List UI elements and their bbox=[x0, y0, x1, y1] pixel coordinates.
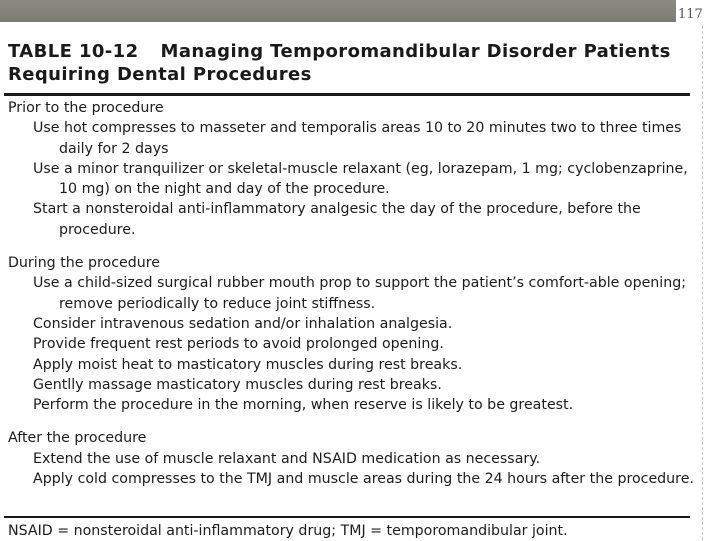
section-items bbox=[8, 273, 698, 415]
section-heading: Prior to the procedure bbox=[8, 100, 164, 116]
list-item: Consider intravenous sedation and/or inhalation analgesia. bbox=[33, 315, 453, 332]
margin-guide-line bbox=[702, 26, 703, 540]
list-item: Perform the procedure in the morning, when reserve is likely to be greatest. bbox=[33, 397, 574, 414]
section-items bbox=[8, 118, 698, 240]
section-items bbox=[8, 449, 698, 490]
table-body bbox=[8, 98, 698, 489]
list-item: Use hot compresses to masseter and temporalis areas 10 to 20 minutes two to three times daily for 2 days bbox=[33, 120, 682, 157]
table-number: TABLE 10-12 bbox=[8, 41, 139, 62]
table-title-line-1 bbox=[8, 40, 698, 63]
table-bottom-rule bbox=[4, 516, 690, 518]
section-after bbox=[8, 428, 698, 489]
list-item: Apply moist heat to masticatory muscles during rest breaks. bbox=[33, 356, 463, 373]
list-item: Use a minor tranquilizer or skeletal-muscle relaxant (eg, lorazepam, 1 mg; cyclobenzaprine, 10 mg) on the night and day of the procedure. bbox=[33, 160, 688, 198]
table-top-rule bbox=[4, 93, 690, 96]
slide-header-bar bbox=[0, 0, 720, 22]
section-heading: During the procedure bbox=[8, 255, 160, 272]
list-item: Apply cold compresses to the TMJ and muscle areas during the 24 hours after the procedure. bbox=[33, 471, 694, 488]
list-item: Provide frequent rest periods to avoid prolonged opening. bbox=[33, 336, 444, 353]
list-item: Extend the use of muscle relaxant and NSAID medication as necessary. bbox=[33, 450, 541, 467]
section-during bbox=[8, 253, 698, 415]
table-title bbox=[8, 40, 698, 86]
page-number: 117 bbox=[676, 0, 720, 22]
table-footnote: NSAID = nonsteroidal anti-inflammatory drug; TMJ = temporomandibular joint. bbox=[8, 523, 568, 539]
list-item: Start a nonsteroidal anti-inflammatory analgesic the day of the procedure, before the procedure. bbox=[33, 201, 641, 238]
table-title-text: Managing Temporomandibular Disorder Patients bbox=[160, 41, 671, 62]
section-prior bbox=[8, 98, 698, 240]
list-item: Use a child-sized surgical rubber mouth prop to support the patient’s comfort-able opening; remove periodically to reduce joint stiffness. bbox=[33, 275, 687, 312]
table-title-line-2: Requiring Dental Procedures bbox=[8, 64, 312, 85]
list-item: Gentlly massage masticatory muscles during rest breaks. bbox=[33, 376, 442, 393]
section-heading: After the procedure bbox=[8, 430, 147, 447]
